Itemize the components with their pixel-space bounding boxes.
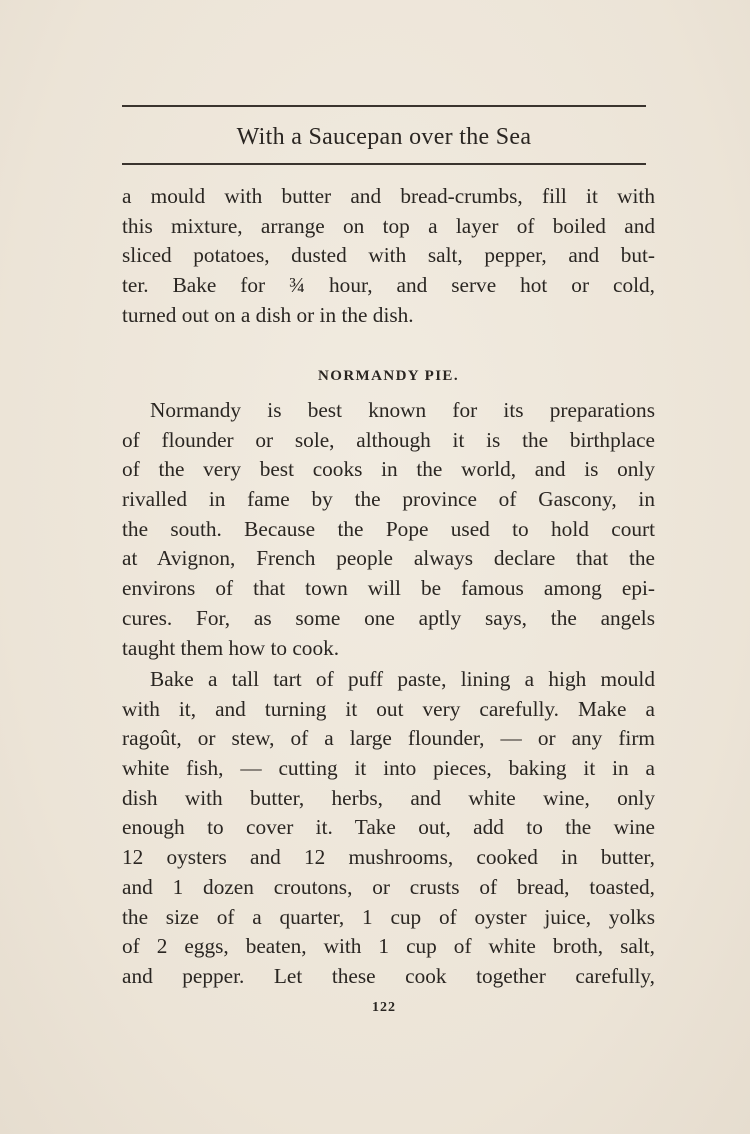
paragraph-normandy-intro bbox=[122, 396, 655, 663]
text-line: Bake a tall tart of puff paste, lining a high mould bbox=[150, 667, 655, 691]
text-line: turned out on a dish or in the dish. bbox=[122, 302, 414, 327]
text-line: of 2 eggs, beaten, with 1 cup of white broth, salt, bbox=[122, 934, 655, 959]
text-line: a mould with butter and bread-crumbs, fill it with bbox=[122, 184, 655, 208]
text-line: ragoût, or stew, of a large flounder, — or any firm bbox=[122, 726, 655, 751]
text-line: and pepper. Let these cook together carefully, bbox=[122, 963, 655, 988]
text-line: environs of that town will be famous among epi- bbox=[122, 576, 655, 601]
text-line: 12 oysters and 12 mushrooms, cooked in butter, bbox=[122, 845, 655, 870]
header-rule-bottom bbox=[122, 163, 646, 165]
text-line: dish with butter, herbs, and white wine, only bbox=[122, 785, 655, 810]
text-line: with it, and turning it out very carefully. Make a bbox=[122, 696, 655, 721]
text-line: white fish, — cutting it into pieces, baking it in a bbox=[122, 756, 655, 781]
paragraph-recipe bbox=[122, 665, 655, 992]
text-line: the size of a quarter, 1 cup of oyster juice, yolks bbox=[122, 904, 655, 929]
text-line: sliced potatoes, dusted with salt, pepper, and but- bbox=[122, 243, 655, 268]
text-line: of the very best cooks in the world, and is only bbox=[122, 457, 655, 482]
text-line: enough to cover it. Take out, add to the wine bbox=[122, 815, 655, 840]
text-line: taught them how to cook. bbox=[122, 635, 340, 660]
text-line: this mixture, arrange on top a layer of boiled and bbox=[122, 213, 655, 238]
text-line: ter. Bake for ¾ hour, and serve hot or cold, bbox=[122, 273, 655, 298]
text-line: at Avignon, French people always declare that the bbox=[122, 546, 655, 571]
running-head: With a Saucepan over the Sea bbox=[236, 124, 532, 150]
text-line: Normandy is best known for its preparations bbox=[150, 398, 655, 422]
continuation-paragraph bbox=[122, 182, 655, 330]
page-number: 122 bbox=[372, 1000, 396, 1015]
text-line: of flounder or sole, although it is the birthplace bbox=[122, 427, 655, 452]
text-line: cures. For, as some one aptly says, the angels bbox=[122, 605, 655, 630]
section-heading: NORMANDY PIE. bbox=[318, 368, 459, 384]
text-line: the south. Because the Pope used to hold court bbox=[122, 516, 655, 541]
header-rule-top bbox=[122, 105, 646, 107]
text-line: and 1 dozen croutons, or crusts of bread, toasted, bbox=[122, 874, 655, 899]
text-line: rivalled in fame by the province of Gascony, in bbox=[122, 487, 655, 512]
